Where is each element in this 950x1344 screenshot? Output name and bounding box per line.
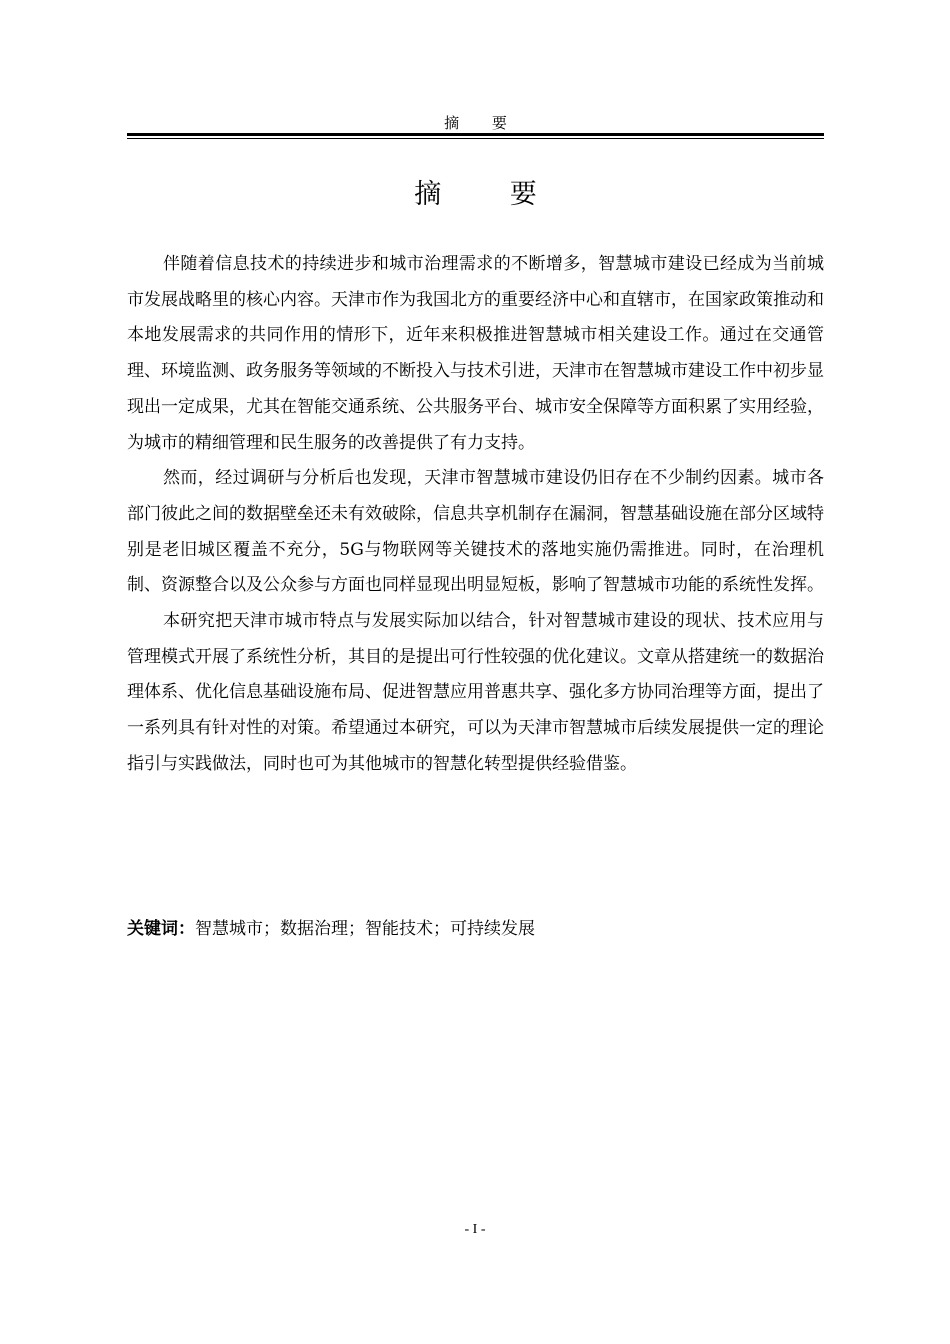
abstract-body: [127, 247, 824, 783]
page-title: 摘 要: [414, 179, 567, 210]
paragraph-3: 本研究把天津市城市特点与发展实际加以结合，针对智慧城市建设的现状、技术应用与管理模式开展了系统性分析，其目的是提出可行性较强的优化建议。文章从搭建统一的数据治理体系、优化信息基础设施布局、促进智慧应用普惠共享、强化多方协同治理等方面，提出了一系列具有针对性的对策。希望通过本研究，可以为天津市智慧城市后续发展提供一定的理论指引与实践做法，同时也可为其他城市的智慧化转型提供经验借鉴。: [127, 611, 824, 774]
paragraph-2: 然而，经过调研与分析后也发现，天津市智慧城市建设仍旧存在不少制约因素。城市各部门彼此之间的数据壁垒还未有效破除，信息共享机制存在漏洞，智慧基础设施在部分区域特别是老旧城区覆盖不充分，5G与物联网等关键技术的落地实施仍需推进。同时，在治理机制、资源整合以及公众参与方面也同样显现出明显短板，影响了智慧城市功能的系统性发挥。: [127, 468, 824, 596]
keywords-line: [127, 914, 824, 944]
page-number: - I -: [464, 1222, 486, 1237]
paragraph-1: 伴随着信息技术的持续进步和城市治理需求的不断增多，智慧城市建设已经成为当前城市发展战略里的核心内容。天津市作为我国北方的重要经济中心和直辖市，在国家政策推动和本地发展需求的共同作用的情形下，近年来积极推进智慧城市相关建设工作。通过在交通管理、环境监测、政务服务等领域的不断投入与技术引进，天津市在智慧城市建设工作中初步显现出一定成果，尤其在智能交通系统、公共服务平台、城市安全保障等方面积累了实用经验，为城市的精细管理和民生服务的改善提供了有力支持。: [127, 254, 824, 453]
header-rule-thick: [127, 133, 824, 136]
keywords-label: 关键词：: [127, 919, 195, 939]
header-rule-thin: [127, 138, 824, 139]
running-header: 摘 要: [444, 114, 521, 132]
keywords-text: 智慧城市；数据治理；智能技术；可持续发展: [195, 919, 535, 939]
